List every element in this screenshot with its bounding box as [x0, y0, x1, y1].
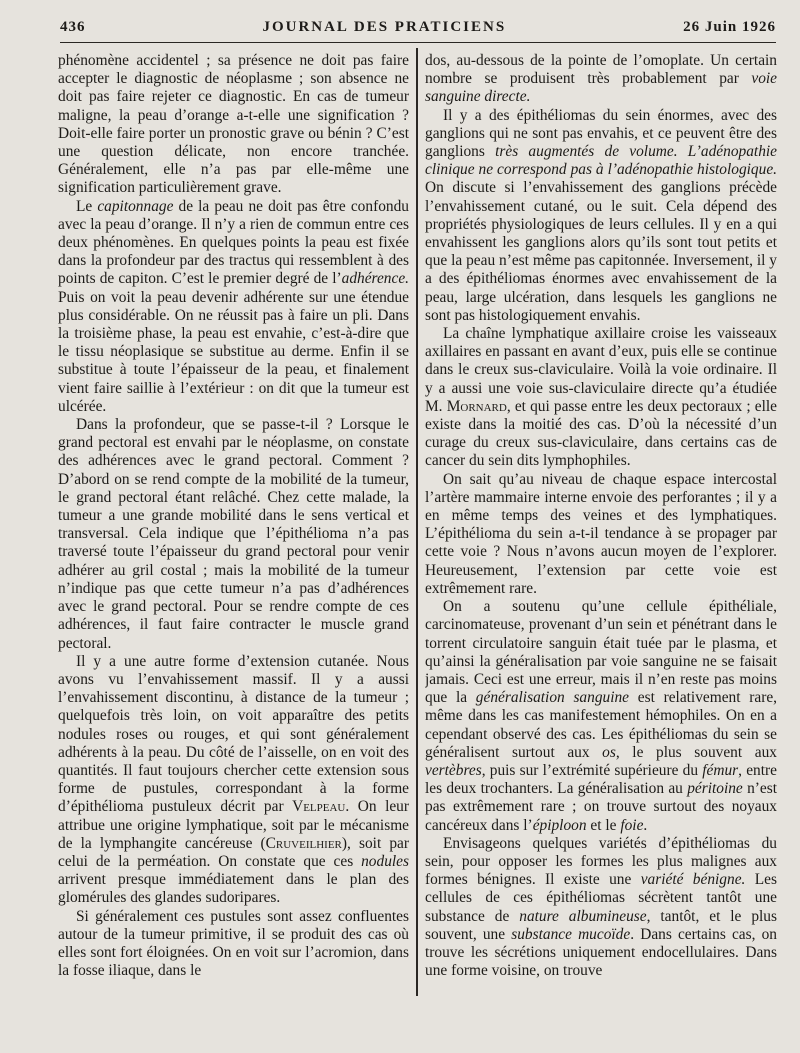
paragraph — [425, 835, 777, 981]
text-run: , et qui passe entre les deux pectoraux ; elle existe dans la moitié des cas. D’où la nécessité d’un curage du creux sus-claviculaire, dans certains cas de cancer du sein dits lymphophiles. — [425, 397, 777, 470]
text-run: , entre les deux trochanters. La généralisation au — [425, 761, 777, 798]
text-run: de la peau ne doit pas être confondu avec la peau d’orange. Il n’y a rien de commun entre ces deux phénomènes. En quelques points la peau est fixée dans la profondeur par des tractus qui ressemblent à des points de capiton. C’est le premier degré de l’ — [58, 197, 409, 288]
paragraph — [58, 198, 409, 416]
paragraph — [58, 908, 409, 981]
paragraph — [58, 653, 409, 908]
paragraph — [58, 52, 409, 198]
text-run: n’est pas extrêmement rare ; on trouve surtout des noyaux cancéreux dans l’ — [425, 780, 777, 834]
text-run: et le — [586, 816, 621, 834]
italic-text: foie — [620, 816, 644, 834]
page-header — [60, 14, 776, 40]
small-caps-name: Mornard — [446, 397, 507, 415]
italic-text: os — [602, 743, 616, 761]
italic-text: généralisation sanguine — [475, 689, 630, 707]
text-run: Le — [76, 197, 98, 215]
italic-text: nature albumineuse — [519, 907, 647, 925]
text-run: La chaîne lymphatique axillaire croise les vaisseaux axillaires en passant en avant d’eux, puis elle se continue dans le creux sus-claviculaire. Voilà la voie ordinaire. Il y a aussi une voie sus-claviculaire directe qu’a étudiée M. — [425, 325, 777, 415]
paragraph — [425, 471, 777, 598]
italic-text: vertèbres — [425, 761, 482, 779]
paragraph — [425, 52, 777, 107]
text-run: , puis sur l’extrémité supérieure du — [481, 761, 703, 779]
italic-text: très augmentés de volume. L’adénopathie clinique ne correspond pas à l’adénopathie histologique. — [425, 143, 777, 179]
text-run: phénomène accidentel ; sa présence ne doit pas faire accepter le diagnostic de néoplasme ; son absence ne doit pas faire rejeter ce diagnostic. En cas de tumeur maligne, la peau d’orange a-t-elle une signification ? Doit-elle faire porter un pronostic grave ou bénin ? C’est une question délicate, non encore tranchée. Généralement, elle n’a pas par elle-même une signification particulièrement grave. — [58, 52, 409, 197]
text-run: Dans la profondeur, que se passe-t-il ? Lorsque le grand pectoral est envahi par le néoplasme, on constate des adhérences avec le grand pectoral. Comment ? D’abord on se rend compte de la mobilité de la tumeur, le grand pectoral étant relâché. Chez cette malade, la tumeur a une grande mobilité dans le sens vertical et transversal. Cela indique que l’épithélioma n’a pas traversé toute l’épaisseur du grand pectoral pour venir adhérer au gril costal ; mais la mobilité de la tumeur n’indique pas que cette tumeur n’a pas d’adhérences avec le grand pectoral. Pour se rendre compte de ces adhérences, il faut faire contracter le muscle grand pectoral. — [58, 416, 409, 652]
italic-text: adhérence. — [341, 270, 409, 288]
text-run: arrivent presque immédiatement dans le plan des glomérules des glandes sudoripares. — [58, 871, 409, 907]
italic-text: fémur — [702, 761, 739, 779]
small-caps-name: Velpeau — [292, 798, 346, 816]
text-run: . Dans certains cas, on trouve les sécrétions uniquement endocellulaires. Dans une forme voisine, on trouve — [425, 925, 777, 980]
italic-text: nodules — [361, 852, 409, 870]
italic-text: variété bénigne. — [640, 871, 746, 889]
text-run: Puis on voit la peau devenir adhérente sur une étendue plus considérable. On ne réussit pas à faire un pli. Dans la troisième phase, la peau est envahie, c’est-à-dire que le tissu néoplasique se substitue au derme. Enfin il se substitue à toute l’épaisseur de la peau, et finalement vient faire saillie à l’extérieur : on dit que la tumeur est ulcérée. — [58, 288, 409, 415]
header-rule — [60, 42, 776, 43]
page-number: 436 — [60, 18, 86, 35]
text-run: , tantôt, et le plus souvent, une — [425, 907, 777, 943]
right-column — [425, 52, 777, 1042]
text-run: . — [643, 816, 648, 834]
paragraph — [58, 416, 409, 653]
italic-text: épiploon — [532, 816, 587, 834]
issue-date: 26 Juin 1926 — [683, 18, 776, 35]
text-run: Si généralement ces pustules sont assez confluentes autour de la tumeur primitive, il se produit des cas où elles sont fort éloignées. On en voit sur l’acromion, dans la fosse iliaque, dans le — [58, 907, 409, 980]
paragraph — [425, 598, 777, 835]
text-run: Il y a une autre forme d’extension cutanée. Nous avons vu l’envahissement massif. Il y a aussi l’envahissement discontinu, à distance de la tumeur ; quelquefois très loin, on voit apparaître des petits nodules roses ou rouges, et qui sont généralement adhérents à la peau. Du côté de l’aisselle, on en voit des quantités. Il faut toujours chercher cette extension sous forme de pustules, correspondant à la forme d’épithélioma pustuleux décrit par — [58, 652, 409, 816]
journal-title: JOURNAL DES PRATICIENS — [262, 18, 507, 35]
text-run: Envisageons quelques variétés d’épithéliomas du sein, pour opposer les formes les plus malignes aux formes bénignes. Il existe une — [425, 834, 777, 889]
text-run: ), soit par celui de la perméation. On constate que ces — [58, 834, 409, 870]
left-column — [58, 52, 409, 1042]
italic-text: capitonnage — [97, 197, 174, 215]
italic-text: voie sanguine directe. — [425, 70, 777, 106]
text-run: On a soutenu qu’une cellule épithéliale, carcinomateuse, provenant d’un sein et pénétrant dans le torrent circulatoire sanguin était tuée par le plasma, et qu’ainsi la généralisation par voie sanguine ne se faisait jamais. Ceci est une erreur, mais il n’en reste pas moins que la — [425, 598, 777, 707]
text-run: , le plus souvent aux — [615, 743, 777, 761]
italic-text: substance mucoïde — [511, 925, 631, 943]
text-run: Il y a des épithéliomas du sein énormes, avec des ganglions qui ne sont pas envahis, et ce peuvent être des ganglions — [425, 106, 777, 161]
text-run: . On leur attribue une origine lymphatique, soit par le mécanisme de la lymphangite cancéreuse ( — [58, 798, 409, 852]
column-divider — [416, 48, 418, 996]
text-run: On discute si l’envahissement des ganglions précède l’envahissement cutané, ou le suit. Cela dépend des propriétés physiologiques de leurs cellules. Il y en a qui envahissent les ganglions alors qu’ils sont tout petits et que la peau n’est même pas capitonnée. Inversement, il y a des épithéliomas énormes avec envahissement de la peau, large ulcération, dans lesquels les ganglions ne sont pas histologiquement envahis. — [425, 179, 777, 324]
text-run: dos, au-dessous de la pointe de l’omoplate. Un certain nombre se produisent très probablement par — [425, 52, 777, 88]
text-run: Les cellules de ces épithéliomas sécrètent tantôt une substance de — [425, 871, 777, 925]
paragraph — [425, 325, 777, 471]
paragraph — [425, 107, 777, 325]
text-run: est relativement rare, même dans les cas manifestement hémophiles. On en a cependant observé des cas. Les épithéliomas du sein se généralisent surtout aux — [425, 689, 777, 761]
italic-text: péritoine — [687, 780, 743, 798]
small-caps-name: Cruveilhier — [265, 834, 342, 852]
text-run: On sait qu’au niveau de chaque espace intercostal l’artère mammaire interne envoie des perforantes ; il y a en même temps des veines et des lymphatiques. L’épithélioma du sein a-t-il tendance à se propager par cette voie ? Nous n’avons aucun moyen de l’explorer. Heureusement, l’extension par cette voie est extrêmement rare. — [425, 470, 777, 597]
